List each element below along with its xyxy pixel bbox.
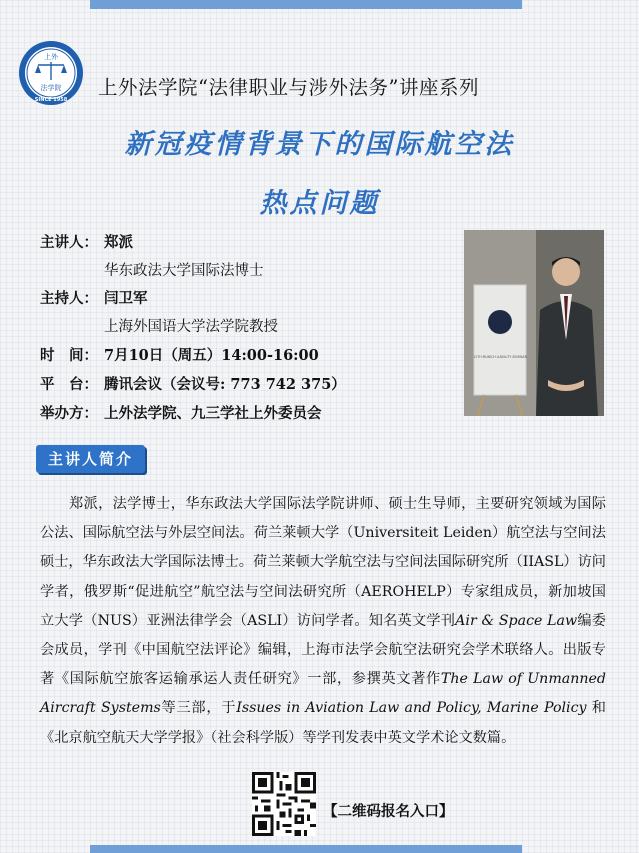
host-row (40, 287, 148, 308)
bio-book-title: The Law of Unmanned Aircraft Systems (40, 671, 611, 717)
platform-value: 腾讯会议（会议号: 773 742 375） (104, 376, 346, 393)
logo-year: SINCE 1958 (34, 97, 68, 103)
speaker-row (40, 231, 133, 252)
platform-key: 平 台： (40, 376, 98, 393)
bio-text-4: 和《北京航空航天大学学报》（社会科学版）等学刊发表中英文学术论文数篇。 (40, 700, 606, 746)
speaker-name: 郑派 (104, 234, 133, 251)
top-accent-bar (90, 0, 522, 9)
organizer-row (40, 402, 322, 423)
bio-journal-1: Air & Space Law (455, 612, 578, 629)
organizer-key: 举办方： (40, 405, 98, 422)
speaker-bio (40, 490, 611, 753)
time-value: 7月10日（周五）14:00-16:00 (104, 347, 319, 364)
platform-row (40, 373, 346, 394)
speaker-intro-badge: 主讲人简介 (36, 445, 145, 473)
speaker-key: 主讲人： (40, 234, 98, 251)
logo-text-top: 上外 (44, 53, 58, 61)
bio-text-1: 郑派，法学博士，华东政法大学国际法学院讲师、硕士生导师，主要研究领域为国际公法、国际航空法与外层空间法。荷兰莱顿大学（Universiteit Leiden）航空法与空间法硕士，华东政法大学国际法博士。荷兰莱顿大学航空法与空间法国际研究所（IIASL）访问学者，俄罗斯“促进航空”航空法与空间法研究所（AEROHELP）专家组成员，新加坡国立大学（NUS）亚洲法律学会（ASLI）访问学者。知名英文学刊 (40, 496, 606, 629)
law-school-logo (18, 40, 84, 106)
host-name: 闫卫军 (104, 290, 148, 307)
bio-text-3: 等三部，于 (160, 700, 237, 717)
logo-text-bottom: 法学院 (40, 84, 62, 92)
bottom-accent-bar (90, 845, 522, 853)
bio-text-2: 编委会成员，学刊《中国航空法评论》编辑，上海市法学会航空法研究会学术联络人。出版专著《国际航空旅客运输承运人责任研究》一部，参撰英文著作 (40, 612, 606, 688)
speaker-title: 华东政法大学国际法博士 (104, 263, 264, 279)
title-line-2: 热点问题 (259, 188, 380, 219)
organizer-value: 上外法学院、九三学社上外委员会 (104, 405, 322, 422)
qr-registration-label: 【二维码报名入口】 (323, 803, 454, 820)
host-key: 主持人： (40, 290, 98, 307)
title-line-1: 新冠疫情背景下的国际航空法 (124, 129, 515, 160)
speaker-photo (464, 230, 604, 416)
photo-sign-text: 12TH MUNICH LIABILITY SEMINAR (473, 355, 527, 359)
host-title: 上海外国语大学法学院教授 (104, 319, 278, 335)
time-key: 时 间： (40, 347, 98, 364)
registration-qr-code[interactable] (252, 772, 316, 836)
lecture-series-heading: 上外法学院“法律职业与涉外法务”讲座系列 (98, 76, 479, 99)
time-row (40, 344, 319, 365)
bio-journals-2: Issues in Aviation Law and Policy, Marine Policy (236, 700, 587, 717)
